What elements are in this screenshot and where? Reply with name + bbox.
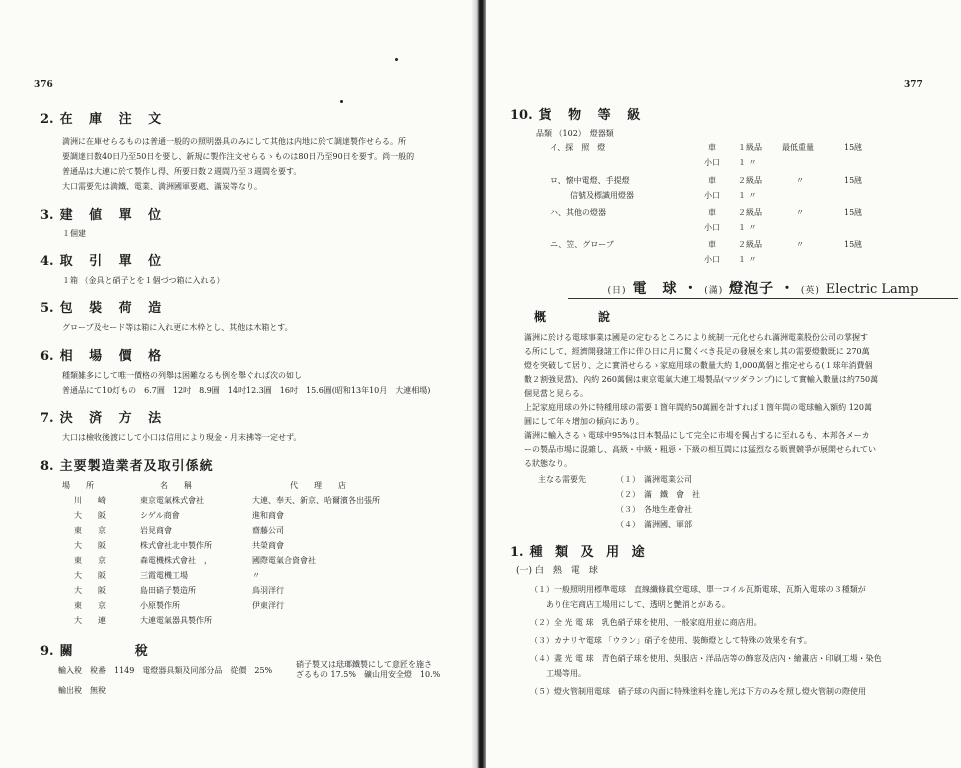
name-cell: 大連電氣器具製作所 [140,616,212,625]
name-cell: 島田硝子製造所 [140,586,196,595]
table-row [486,175,961,187]
place-cell: 東 京 [74,601,106,610]
item-cell: ハ、其他の燈器 [550,208,606,217]
place-cell: 大 連 [74,616,106,625]
body-text: 燈を突破して居り、之に實消せらるゝ家庭用球の數量大約 1,000萬個と推定せらる(１球年消費個 [524,361,873,370]
manufacturers-table [0,480,472,630]
item-cell: ロ、懐中電燈、手提燈 [550,176,630,185]
grade-cell: １級品 [738,143,762,152]
place-cell: 東 京 [74,526,106,535]
body-text: 硝子製又は琺瑯鐵製にして意匠を施さ [296,660,432,669]
body-text: 普通品にて10灯もの 6.7圓 12吋 8.9圓 14吋12.3圓 16吋 15.6圓(昭和13年10月 大連相場) [62,386,431,395]
place-cell: 大 阪 [74,511,106,520]
name-cell: 東京電氣株式會社 [140,496,204,505]
place-cell: 大 阪 [74,586,106,595]
body-text: ーの製品市場に混雜し、高級・中級・粗惡・下級の相互間には猛烈なる販賣競爭が展開せられてい [524,445,876,454]
body-text: 上記家庭用球の外に特種用球の需要１箇年間約50萬圓を計すれば１箇年間の電球輸入額約 120萬 [524,403,872,412]
page-number: 377 [904,80,923,90]
grade-cell: １ 〃 [738,223,757,232]
agent-cell: 進和商會 [252,511,284,520]
place-cell: 大 阪 [74,541,106,550]
section-heading: 2. 在 庫 注 文 [40,112,168,127]
item-cell: 信號及標識用燈器 [570,191,634,200]
table-row [486,207,961,219]
freight-table [486,142,961,267]
mode-cell: 小口 [704,191,720,200]
mode-cell: 小口 [704,223,720,232]
agent-cell: 〃 [252,571,260,580]
speck [395,58,398,61]
table-row [0,495,472,507]
name-cell: 三霞電機工場 [140,571,188,580]
page-number: 376 [34,80,53,90]
weight-cell: 15瓲 [844,176,863,185]
table-row [0,555,472,567]
body-text: 普通品は大連に於て製作し得、所要日数２週間乃至３週間を要す。 [62,167,302,176]
mode-cell: 車 [708,240,716,249]
minweight-cell: 最低重量 [782,143,814,152]
grade-cell: １ 〃 [738,255,757,264]
buyer-item: （２） 滿 鐵 會 社 [616,490,700,499]
body-text: 大口需要先は満鐵、電業、満洲國軍要處、滿炭等なり。 [62,182,262,191]
body-text: グローブ及セード等は箱に入れ更に木枠とし、其他は木箱とす。 [62,323,293,332]
overview-heading: 概 說 [534,310,615,324]
table-header [0,480,472,492]
agent-cell: 鳥羽洋行 [252,586,284,595]
agent-cell: 大連、奉天、新京、哈爾濱各出張所 [252,496,380,505]
place-cell: 東 京 [74,556,106,565]
buyer-item: （４） 滿洲國、軍部 [616,520,692,529]
article-title: (日) 電 球 ・ (滿) 燈泡子 ・ (英) Electric Lamp [607,281,919,297]
section-heading: 6. 相 場 價 格 [40,349,168,364]
mode-cell: 車 [708,143,716,152]
section-heading: 10. 貨 物 等 級 [510,108,647,123]
body-text: る狀態なり。 [524,459,572,468]
grade-cell: ２級品 [738,176,762,185]
table-row [0,570,472,582]
table-row [0,585,472,597]
column-header: 代 理 店 [290,481,346,490]
body-text: １個建 [62,229,86,238]
minweight-cell: 〃 [796,176,804,185]
weight-cell: 15瓲 [844,143,863,152]
title-underline [568,298,958,299]
mode-cell: 小口 [704,255,720,264]
section-heading: 8. 主要製造業者及取引係統 [40,459,214,474]
section-heading: 4. 取 引 單 位 [40,254,168,269]
body-text: ざるもの 17.5% 礦山用安全燈 10.% [296,670,441,679]
section-heading: 7. 決 済 方 法 [40,411,168,426]
place-cell: 大 阪 [74,571,106,580]
body-text: 種類雑多にして唯一價格の列舉は困難なるも例を舉ぐれば次の如し [62,371,302,380]
column-header: 名 稱 [160,481,192,490]
grade-cell: ２級品 [738,208,762,217]
table-row [486,157,961,169]
agent-cell: 伊東洋行 [252,601,284,610]
subsection-heading: (一) 白 熱 電 球 [516,566,598,576]
minweight-cell: 〃 [796,240,804,249]
table-row [0,540,472,552]
body-text: 滿洲に輸入さるゝ電球中95%は日本製品にして完全に市場を獨占するに至れるも、本邦各メーカ [524,431,870,440]
name-cell: 小原製作所 [140,601,180,610]
name-cell: 株式會社北中製作所 [140,541,212,550]
table-row [0,525,472,537]
left-page [0,0,472,768]
table-row [486,222,961,234]
speck [340,100,343,103]
table-row [0,510,472,522]
table-row [0,615,472,627]
book-gutter [472,0,486,768]
body-text: 個見當と見らる。 [524,389,588,398]
section-heading: 3. 建 値 單 位 [40,208,168,223]
body-text: 滿洲に於ける電球事業は國是の定むるところにより統制一元化せられ滿洲電業股份公司の掌握す [524,333,868,342]
grade-cell: １ 〃 [738,158,757,167]
body-text: あり住宅商店工場用にして、透明と艶消とがある。 [546,600,730,609]
item-cell: ニ、笠、グローブ [550,240,614,249]
body-text: 要調達日数40日乃至50日を要し、新規に製作注文せらるゝものは80日乃至90日を要す。尚一般的 [62,152,415,161]
table-row [0,600,472,612]
grade-cell: １ 〃 [738,191,757,200]
weight-cell: 15瓲 [844,208,863,217]
body-text: 満洲に在庫せらるものは普通一般的の照明器具のみにして其他は内地に於て調達製作せらる。所 [62,137,406,146]
body-text: （１）一般照明用標準電球 直線纖條眞空電球、單一コイル瓦斯電球、瓦斯入電球の３種類が [530,585,866,594]
weight-cell: 15瓲 [844,240,863,249]
agent-cell: 共榮商會 [252,541,284,550]
buyers-label: 主なる需要先 [538,475,586,484]
section-heading: 9. 關 稅 [40,644,150,659]
mode-cell: 車 [708,176,716,185]
buyer-item: （３） 各地生產會社 [616,505,692,514]
item-cell: イ、探 照 燈 [550,143,606,152]
grade-cell: ２級品 [738,240,762,249]
body-text: （２）全 光 電 球 乳色硝子球を使用、一般家庭用並に商店用。 [530,618,762,627]
agent-cell: 國際電氣合資會社 [252,556,316,565]
freight-subheader: 品類 （102） 燈器類 [536,129,614,138]
body-text: （３）カナリヤ電球 「ウラン」硝子を使用、裝飾燈として特殊の效果を有す。 [530,636,812,645]
body-text: １箱 （金具と硝子とを１個づつ箱に入れる） [62,276,225,285]
body-text: 輸出稅 無稅 [58,686,106,695]
body-text: 工場等用。 [546,669,586,678]
name-cell: 森電機株式會社 ， [140,556,212,565]
section-heading: 1. 種 類 及 用 途 [510,545,649,560]
body-text: （５）燈火管制用電球 硝子球の內面に特殊塗料を施し光は下方のみを照し燈火管制の際使用 [530,687,866,696]
section-heading: 5. 包 裝 荷 造 [40,301,168,316]
body-text: 數２割強見當)、內約 260萬個は東京電氣大連工場製品(マツダランプ)にして實輸入數量は約750萬 [524,375,879,384]
buyer-item: （１） 滿洲電業公司 [616,475,692,484]
body-text: 輸入稅 稅番 1149 電燈器具類及同部分品 從價 25% [58,666,273,675]
name-cell: 岩見商會 [140,526,172,535]
body-text: （４）晝 光 電 球 青色硝子球を使用、吳服店・洋品店等の飾窓及店內・繪畫店・印刷工場・染色 [530,654,882,663]
body-text: 大口は檢收後渡にして小口は信用により現金・月末拂等一定せず。 [62,433,302,442]
minweight-cell: 〃 [796,208,804,217]
body-text: 圓にして年々增加の傾向にあり。 [524,417,644,426]
name-cell: シゲル商會 [140,511,180,520]
mode-cell: 小口 [704,158,720,167]
right-page [486,0,961,768]
table-row [486,142,961,154]
table-row [486,254,961,266]
table-row [486,239,961,251]
column-header: 場 所 [62,481,94,490]
agent-cell: 齋藤公司 [252,526,284,535]
place-cell: 川 崎 [74,496,106,505]
mode-cell: 車 [708,208,716,217]
body-text: る所にして、經濟開發諸工作に伴ひ日に月に驚くべき長足の發展を來し其の需要燈數既に 270萬 [524,347,870,356]
table-row [486,190,961,202]
